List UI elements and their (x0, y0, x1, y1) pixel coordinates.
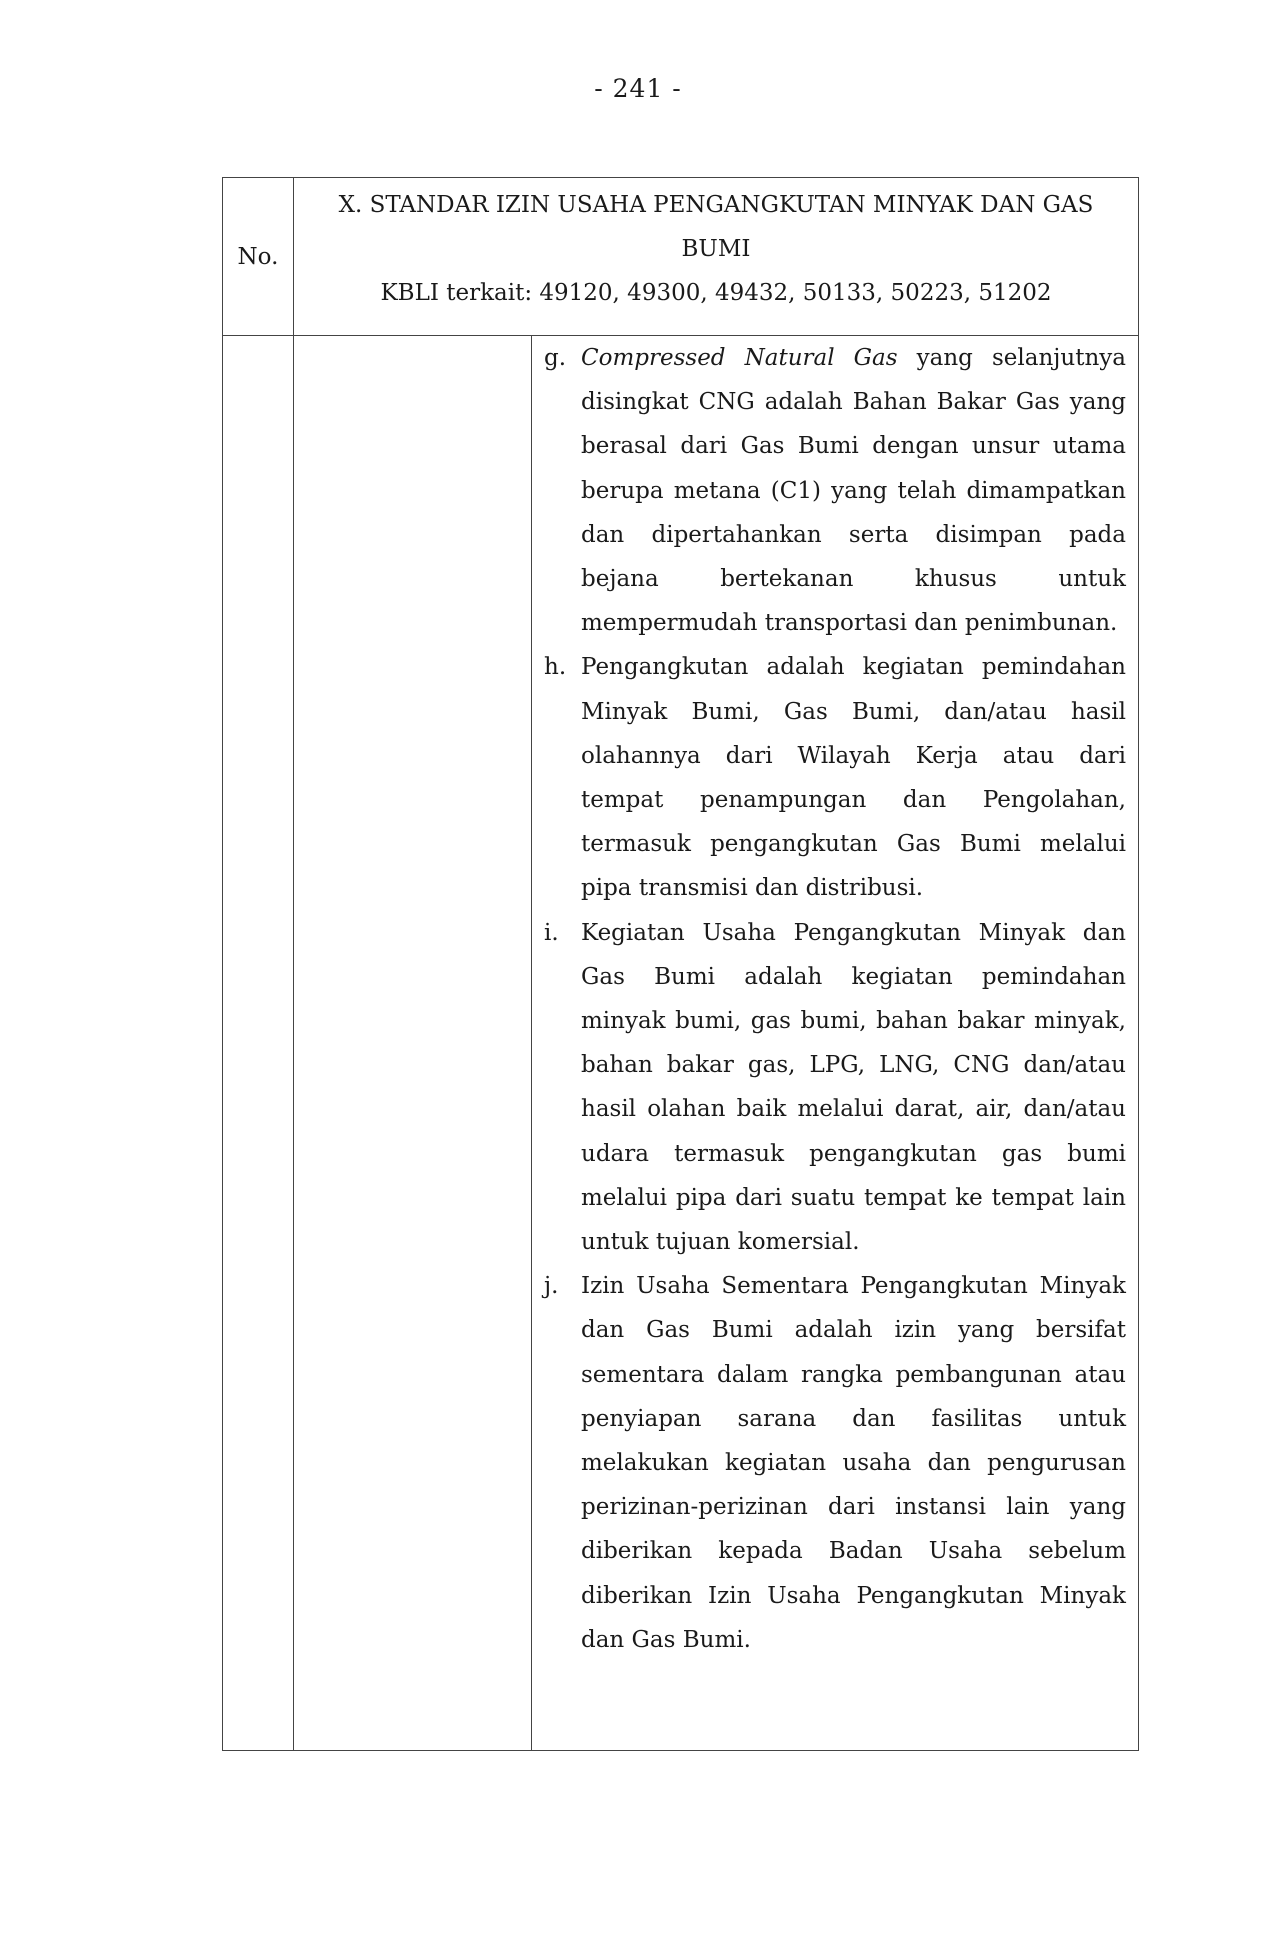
definition-body: yang selanjutnya disingkat CNG adalah Bahan Bakar Gas yang berasal dari Gas Bumi dengan unsur utama berupa metana (C1) yang telah dimampatkan dan dipertahankan serta disimpan pada bejana bertekanan khusus untuk mempermudah transportasi dan penimbunan. (581, 345, 1126, 637)
page-number: - 241 - (594, 74, 682, 103)
section-title-line2: BUMI (681, 236, 751, 262)
definitions-list (544, 336, 1126, 1662)
table-header-row (223, 178, 1138, 336)
definition-letter: h. (544, 654, 567, 681)
no-column-cell (223, 336, 294, 1750)
definition-term: Compressed Natural Gas (581, 345, 898, 371)
kbli-codes: KBLI terkait: 49120, 49300, 49432, 50133, 50223, 51202 (380, 280, 1052, 306)
definition-text: Pengangkutan adalah kegiatan pemindahan Minyak Bumi, Gas Bumi, dan/atau hasil olahannya dari Wilayah Kerja atau dari tempat penampungan dan Pengolahan, termasuk pengangkutan Gas Bumi melalui pipa transmisi dan distribusi. (581, 654, 1126, 902)
definition-letter: i. (544, 919, 559, 946)
section-title-line1: X. STANDAR IZIN USAHA PENGANGKUTAN MINYAK DAN GAS (338, 192, 1094, 218)
standard-table (222, 177, 1139, 1751)
definitions-cell (532, 336, 1138, 1750)
table-body-row (223, 336, 1138, 1750)
definition-item-j (544, 1264, 1126, 1662)
no-column-header (223, 178, 294, 335)
definition-letter: j. (544, 1273, 559, 1300)
definition-item-h (544, 645, 1126, 910)
no-label: No. (237, 243, 279, 270)
definition-letter: g. (544, 345, 567, 371)
definition-item-g (544, 336, 1126, 645)
definition-text (581, 336, 1126, 645)
definition-text: Kegiatan Usaha Pengangkutan Minyak dan Gas Bumi adalah kegiatan pemindahan minyak bumi, gas bumi, bahan bakar minyak, bahan bakar gas, LPG, LNG, CNG dan/atau hasil olahan baik melalui darat, air, dan/atau udara termasuk pengangkutan gas bumi melalui pipa dari suatu tempat ke tempat lain untuk tujuan komersial. (581, 919, 1126, 1256)
title-cell (294, 178, 1138, 335)
definition-item-i (544, 911, 1126, 1265)
definition-text: Izin Usaha Sementara Pengangkutan Minyak dan Gas Bumi adalah izin yang bersifat sementara dalam rangka pembangunan atau penyiapan sarana dan fasilitas untuk melakukan kegiatan usaha dan pengurusan perizinan-perizinan dari instansi lain yang diberikan kepada Badan Usaha sebelum diberikan Izin Usaha Pengangkutan Minyak dan Gas Bumi. (581, 1273, 1126, 1653)
middle-column-cell (294, 336, 532, 1750)
